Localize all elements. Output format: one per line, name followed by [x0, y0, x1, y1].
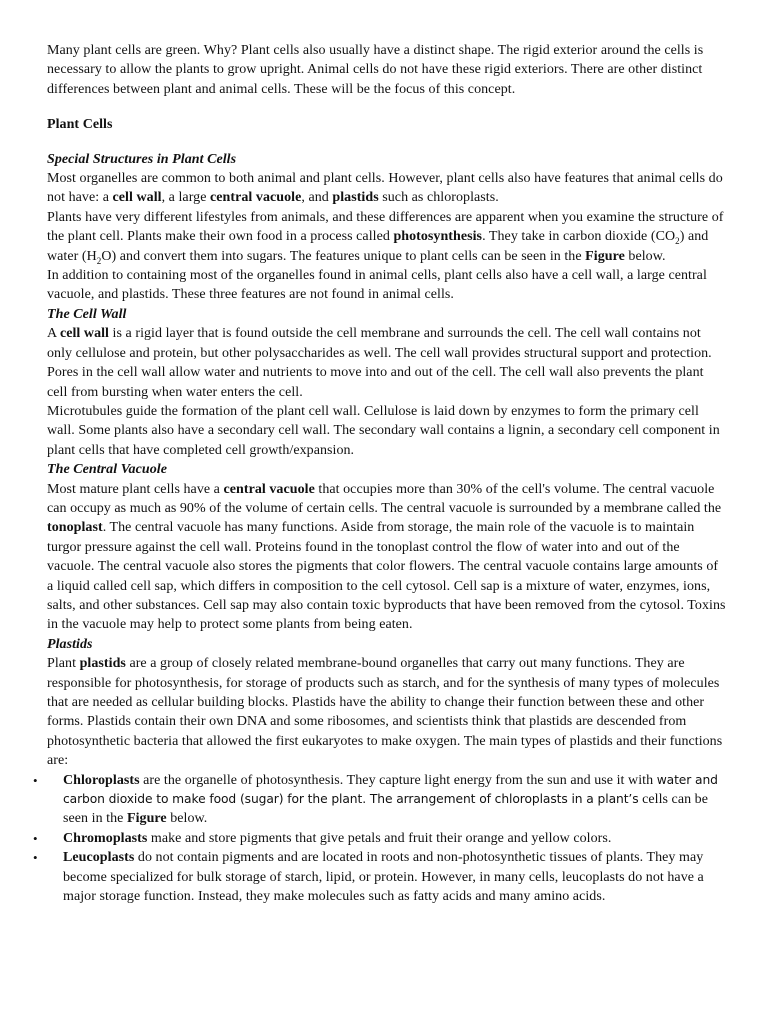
list-item-chloroplasts: • Chloroplasts are the organelle of photosynthesis. They capture light energy from the sun and use it with water and carbon dioxide to make food (sugar) for the plant. The arrangement of chloroplasts in a plant’s cells can be seen in the Figure below.	[33, 772, 718, 827]
bullet-icon: •	[33, 772, 38, 788]
plastid-types-list	[33, 771, 726, 907]
bullet-icon: •	[33, 830, 38, 846]
intro-paragraph: Many plant cells are green. Why? Plant cells also usually have a distinct shape. The rigid exterior around the cells is necessary to allow the plants to grow upright. Animal cells do not have these rigid exteriors. There are other distinct differences between plant and animal cells. These will be the focus of this concept.	[47, 43, 704, 97]
vacuole-paragraph: Most mature plant cells have a central vacuole that occupies more than 30% of the cell's volume. The central vacuole can occupy as much as 90% of the volume of certain cells. The central vacuole is surrounded by a membrane called the tonoplast. The central vacuole has many functions. Aside from storage, the main role of the vacuole is to maintain turgor pressure against the cell wall. Proteins found in the tonoplast control the flow of water into and out of the vacuole. The central vacuole also stores the pigments that color flowers. The central vacuole contains large amounts of a liquid called cell sap, which differs in composition to the cell cytosol. Cell sap is a mixture of water, enzymes, ions, salts, and other substances. Cell sap may also contain toxic byproducts that have been removed from the cytosol. Toxins in the vacuole may help to protect some plants from being eaten.	[47, 481, 726, 633]
section-title: Plant Cells	[47, 117, 113, 133]
special-paragraph-2: Plants have very different lifestyles from animals, and these differences are apparent when you examine the structure of the plant cell. Plants make their own food in a process called photosynthesis. They take in carbon dioxide $(CO_2)$ and water $(H_2O)$ and convert them into sugars. The features unique to plant cells can be seen in the Figure below.	[47, 209, 724, 266]
bullet-icon: •	[33, 850, 38, 866]
list-item-leucoplasts: • Leucoplasts do not contain pigments and are located in roots and non-photosynthetic tissues of plants. They may become specialized for bulk storage of starch, lipid, or protein. However, in many cells, leucoplasts do not have a major storage function. Instead, they make molecules such as fatty acids and many amino acids.	[33, 850, 704, 905]
heading-plastids: Plastids	[47, 636, 93, 652]
plastids-paragraph: Plant plastids are a group of closely related membrane-bound organelles that carry out many functions. They are responsible for photosynthesis, for storage of products such as starch, and for the synthesis of many types of molecules that are needed as cellular building blocks. Plastids have the ability to change their function between these and other forms. Plastids contain their own DNA and some ribosomes, and scientists think that plastids are descended from photosynthetic bacteria that allowed the first eukaryotes to make oxygen. The main types of plastids and their functions are:	[47, 656, 723, 769]
list-item-chromoplasts: • Chromoplasts make and store pigments that give petals and fruit their orange and yellow colors.	[47, 829, 726, 848]
cell-wall-paragraph-2: Microtubules guide the formation of the plant cell wall. Cellulose is laid down by enzymes to form the primary cell wall. Some plants also have a secondary cell wall. The secondary wall contains a lignin, a secondary cell component in plant cells that have completed cell growth/expansion.	[47, 403, 720, 458]
special-paragraph-3: In addition to containing most of the organelles found in animal cells, plant cells also have a cell wall, a large central vacuole, and plastids. These three features are not found in animal cells.	[47, 268, 707, 303]
heading-special-structures: Special Structures in Plant Cells	[47, 151, 237, 167]
heading-cell-wall: The Cell Wall	[47, 306, 127, 322]
heading-central-vacuole: The Central Vacuole	[47, 462, 167, 478]
special-paragraph-1: Most organelles are common to both animal and plant cells. However, plant cells also have features that animal cells do not have: a cell wall, a large central vacuole, and plastids such as chloroplasts.	[47, 171, 723, 206]
cell-wall-paragraph-1: A cell wall is a rigid layer that is found outside the cell membrane and surrounds the cell. The cell wall contains not only cellulose and protein, but other polysaccharides as well. The cell wall provides structural support and protection. Pores in the cell wall allow water and nutrients to move into and out of the cell. The cell wall also prevents the plant cell from bursting when water enters the cell.	[47, 326, 712, 400]
